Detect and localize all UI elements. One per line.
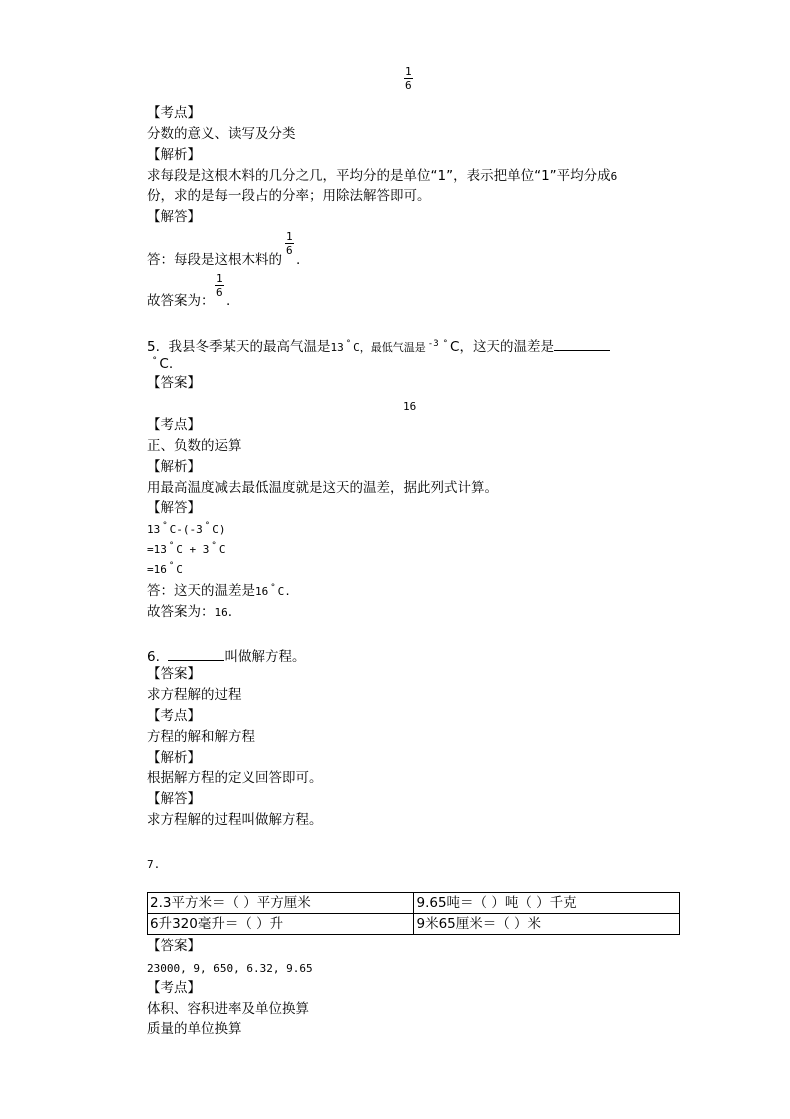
q5-stem-part: C. [159,356,174,372]
degree-symbol: ° [152,356,158,366]
q5-final-prefix: 故答案为： [147,604,215,620]
table-cell: 6升320毫升＝（ ）升 [148,914,414,935]
q4-jiexi-label: 【解析】 [147,147,201,163]
q5-ans-line [147,582,291,602]
q4-jiexi-line-1 [147,167,617,186]
q5-calc-line-1 [147,521,225,540]
q4-answer-prefix: 答：每段是这根木料的 [147,252,282,268]
q6-jieda: 求方程解的过程叫做解方程。 [147,812,323,828]
degree-symbol: ° [211,541,217,551]
q5-number: 5. [147,339,160,355]
q4-final-fraction [215,272,224,299]
table-cell: 2.3平方米＝（ ）平方厘米 [148,893,414,914]
fraction-numerator: 1 [216,272,223,285]
q6-stem-text: 叫做解方程。 [224,649,306,665]
q5-final-line [147,603,232,622]
q7-answer-label: 【答案】 [147,938,201,954]
q7-number: 7. [147,858,161,871]
q5-high: 13 [330,341,344,354]
q5-calc-line-2 [147,541,225,560]
q4-kaodian: 分数的意义、读写及分类 [147,126,296,142]
q6-number: 6. [147,649,160,665]
fraction-denominator: 6 [405,79,412,92]
q7-kaodian-2: 质量的单位换算 [147,1021,242,1037]
q5-calc-line-3 [147,561,183,580]
q4-answer-line [147,251,282,269]
calc-part: =13 [147,543,167,556]
q7-kaodian-1: 体积、容积进率及单位换算 [147,1001,309,1017]
q5-stem-part: C，这天的温差是 [450,339,554,355]
degree-symbol: ° [204,521,211,531]
answer-blank[interactable] [554,337,610,351]
calc-part: =16 [147,563,167,576]
fraction-top [404,65,413,92]
calc-part: C) [212,523,226,536]
q5-stem-part: C，最低气温是 [353,341,426,354]
q5-ans-value: 16 [255,585,269,598]
answer-blank[interactable] [168,647,224,661]
fraction-numerator: 1 [405,65,412,78]
q6-kaodian: 方程的解和解方程 [147,729,255,745]
q5-stem [147,337,610,358]
q6-jiexi: 根据解方程的定义回答即可。 [147,770,323,786]
q6-jiexi-label: 【解析】 [147,750,201,766]
q5-answer-label: 【答案】 [147,375,201,391]
q4-answer-suffix: . [296,252,301,268]
degree-symbol: ° [442,339,449,349]
q4-jiexi-text: 求每段是这根木料的几分之几，平均分的是单位“1”，表示把单位“1”平均分成 [147,168,611,184]
q5-final-suffix: . [227,604,233,620]
q6-jieda-label: 【解答】 [147,791,201,807]
q5-final-value: 16 [214,606,228,619]
q6-kaodian-label: 【考点】 [147,708,201,724]
q7-kaodian-label: 【考点】 [147,980,201,996]
table-cell: 9.65吨＝（ ）吨（ ）千克 [414,893,680,914]
fraction-denominator: 6 [216,286,223,299]
q4-jiexi-line-2: 份，求的是每一段占的分率；用除法解答即可。 [147,188,431,204]
degree-symbol: ° [168,561,175,571]
table-row [148,893,680,914]
q6-answer: 求方程解的过程 [147,687,242,703]
q5-stem-part: 我县冬季某天的最高气温是 [168,339,331,355]
q6-stem [147,647,305,666]
q5-stem-end [150,355,173,375]
q6-answer-label: 【答案】 [147,666,201,682]
table-row [148,914,680,935]
q5-jiexi-label: 【解析】 [147,459,201,475]
q4-jiexi-number: 6 [610,170,618,183]
q5-jieda-label: 【解答】 [147,500,201,516]
q4-kaodian-label: 【考点】 [147,105,201,121]
degree-symbol: ° [162,521,168,531]
q7-table [147,892,680,935]
calc-part: C + 3 [176,543,210,556]
q7-answer: 23000, 9, 650, 6.32, 9.65 [147,962,313,975]
q5-answer: 16 [403,400,417,413]
q5-ans-suffix: C. [277,585,291,598]
calc-part: C [176,563,183,576]
table-cell: 9米65厘米＝（ ）米 [414,914,680,935]
q5-ans-prefix: 答：这天的温差是 [147,583,255,599]
degree-symbol: ° [345,339,352,349]
degree-symbol: ° [270,583,276,593]
calc-part: 13 [147,523,161,536]
calc-part: C-(-3 [169,523,203,536]
q4-jieda-label: 【解答】 [147,209,201,225]
q5-low: -3 [427,339,439,349]
degree-symbol: ° [168,541,175,551]
q4-final-prefix: 故答案为： [147,293,215,309]
q4-final-suffix: . [226,293,231,309]
fraction-numerator: 1 [286,230,293,243]
q5-kaodian-label: 【考点】 [147,417,201,433]
q4-answer-fraction [285,230,294,257]
q5-kaodian: 正、负数的运算 [147,438,242,454]
q5-jiexi: 用最高温度减去最低温度就是这天的温差，据此列式计算。 [147,480,498,496]
fraction-denominator: 6 [286,244,293,257]
calc-part: C [218,543,226,556]
